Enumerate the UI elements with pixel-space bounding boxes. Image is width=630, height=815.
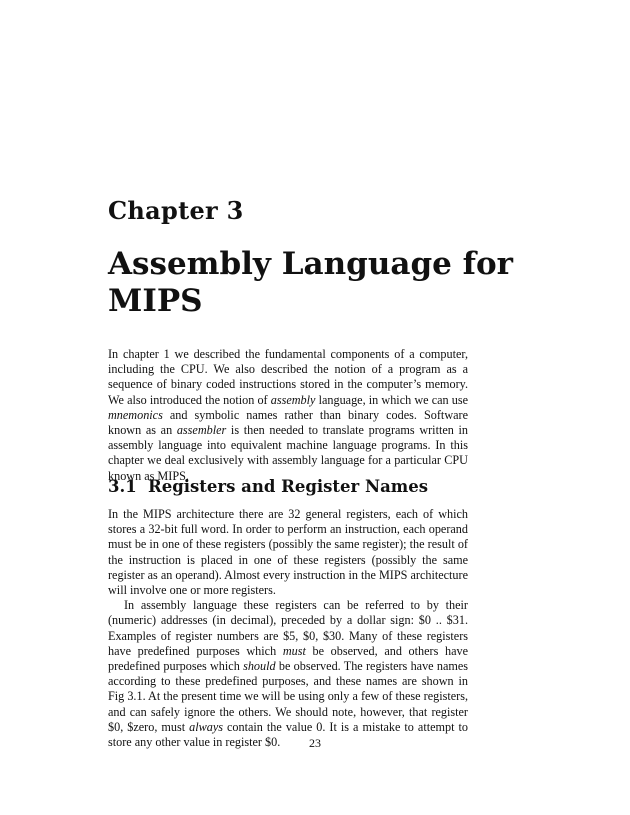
paragraph-text: be observed, and others have predefined purposes which <box>108 643 468 674</box>
intro-text: language, in which we can use <box>315 392 469 407</box>
chapter-label: Chapter 3 <box>108 196 244 225</box>
page-number: 23 <box>309 736 321 750</box>
paragraph-text: be observed. The registers have names according to these predefined purposes, and these names are shown in Fig 3.1. At the present time we will be using only a few of these registers, and can safely ignore the others. We should note, however, that register $0, $zero, must <box>108 659 468 734</box>
section-title: Registers and Register Names <box>148 477 429 496</box>
intro-emphasis-assembly: assembly <box>270 392 316 407</box>
emphasis-should: should <box>243 659 276 674</box>
intro-emphasis-assembler: assembler <box>176 423 227 438</box>
section-paragraph-2 <box>108 598 468 750</box>
intro-paragraph <box>108 347 468 484</box>
section-paragraph-1: In the MIPS architecture there are 32 general registers, each of which stores a 32-bit full word. In order to perform an instruction, each operand must be in one of these registers (possibly the same register); the result of the instruction is placed in one of these registers (possibly the same register as an operand). Almost every instruction in the MIPS architecture will involve one or more registers. <box>108 507 468 598</box>
intro-text: and symbolic names rather than binary codes. Software known as an <box>108 407 468 438</box>
section-heading <box>108 477 488 496</box>
chapter-title-line-1: Assembly Language for <box>108 246 513 282</box>
chapter-title-line-2: MIPS <box>108 283 203 319</box>
paragraph-text: contain the value 0. It is a mistake to attempt to store any other value in register $0. <box>108 719 468 750</box>
intro-emphasis-mnemonics: mnemonics <box>108 407 163 422</box>
emphasis-must: must <box>282 643 306 658</box>
intro-text: In chapter 1 we described the fundamental components of a computer, including the CPU. We also described the notion of a program as a sequence of binary coded instructions stored in the computer’s memory. We also introduced the notion of <box>108 347 468 407</box>
paragraph-text: In assembly language these registers can be referred to by their (numeric) addresses (in decimal), preceded by a dollar sign: $0 .. $31. Examples of register numbers are $5, $0, $30. Many of these registers have predefined purposes which <box>108 598 468 658</box>
intro-text: is then needed to translate programs written in assembly language into equivalent machine language programs. In this chapter we deal exclusively with assembly language for a particular CPU known as MIPS. <box>108 423 468 483</box>
section-number: 3.1 <box>108 477 137 496</box>
emphasis-always: always <box>189 719 223 734</box>
section-body <box>108 507 468 750</box>
chapter-title <box>108 246 528 320</box>
